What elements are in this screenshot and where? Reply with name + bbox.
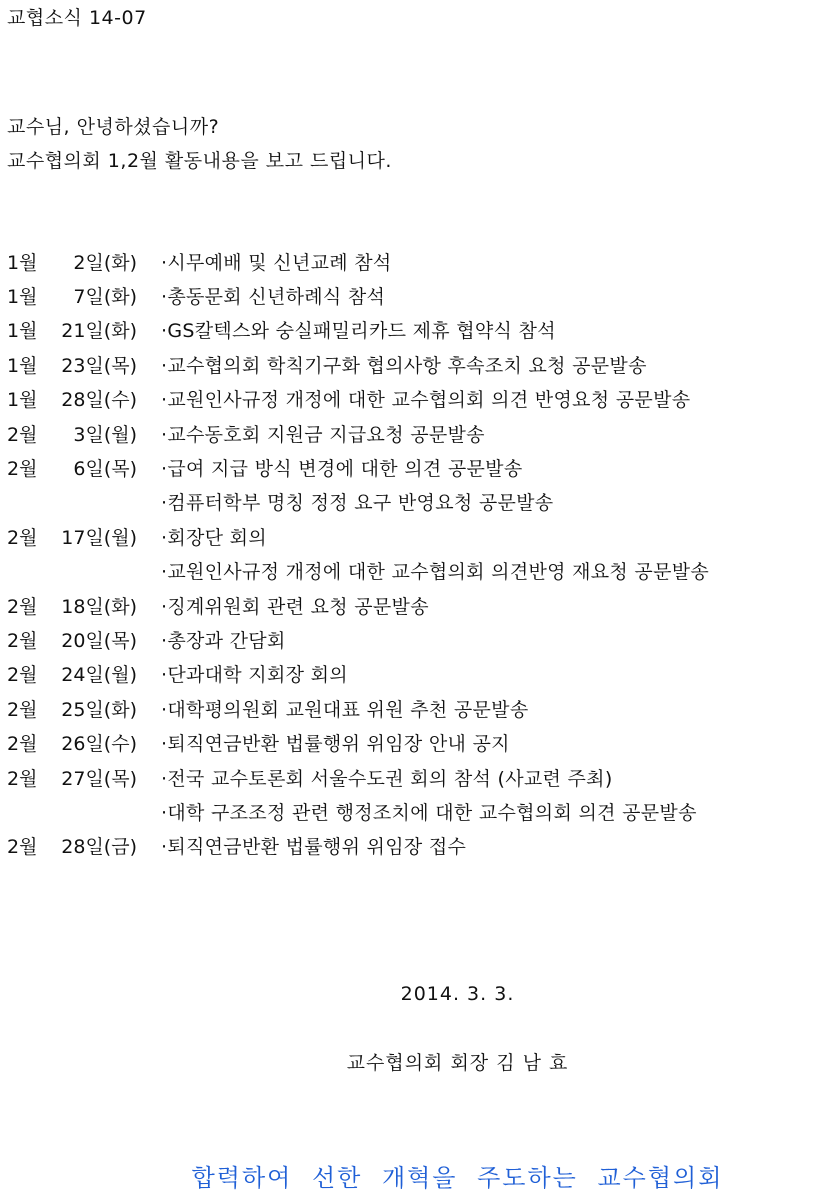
activity-text: ·GS칼텍스와 숭실패밀리카드 제휴 협약식 참석 [161,320,556,343]
activity-row [7,554,832,588]
greeting-line: 교수님, 안녕하셨습니까? [7,116,220,138]
activity-row [7,519,832,553]
activity-day: 21일(화) [61,320,137,343]
activity-text: ·대학평의원회 교원대표 위원 추천 공문발송 [161,698,529,721]
activity-text: ·회장단 회의 [161,526,267,549]
activity-row [7,829,832,863]
activity-day: 6일(목) [73,458,137,481]
activity-day: 28일(금) [61,836,137,859]
activity-date [7,420,161,447]
activity-text: ·교원인사규정 개정에 대한 교수협의회 의견반영 재요청 공문발송 [161,561,710,584]
activity-text: ·총동문회 신년하례식 참석 [161,286,386,309]
activity-date [7,454,161,481]
activity-date [7,523,161,550]
activity-text: ·급여 지급 방식 변경에 대한 의견 공문발송 [161,458,523,481]
activity-month: 1월 [7,354,38,377]
activity-month: 2월 [7,629,38,652]
activity-month: 1월 [7,286,38,309]
activity-month: 2월 [7,836,38,859]
activity-row [7,278,832,312]
activity-text: ·퇴직연금반환 법률행위 위임장 안내 공지 [161,733,510,756]
activity-row [7,313,832,347]
activity-row [7,347,832,381]
activity-date [7,660,161,687]
activity-row [7,657,832,691]
activity-month: 1월 [7,320,38,343]
activity-date [7,351,161,378]
activity-text: ·교수동호회 지원금 지급요청 공문발송 [161,423,485,446]
activity-date [7,385,161,412]
activity-date [7,764,161,791]
activity-month: 2월 [7,767,38,790]
activity-row [7,725,832,759]
activity-day: 2일(화) [73,251,137,274]
activity-text: ·징계위원회 관련 요청 공문발송 [161,595,429,618]
activity-text: ·컴퓨터학부 명칭 정정 요구 반영요청 공문발송 [161,492,554,515]
activity-month: 1월 [7,389,38,412]
activity-row [7,588,832,622]
activity-text: ·전국 교수토론회 서울수도권 회의 참석 (사교련 주최) [161,767,613,790]
activity-day: 26일(수) [61,733,137,756]
activity-date [7,832,161,859]
activity-date [7,626,161,653]
activity-day: 24일(월) [61,664,137,687]
activity-month: 2월 [7,526,38,549]
slogan: 합력하여 선한 개혁을 주도하는 교수협의회 [191,1164,724,1192]
activity-list [7,244,832,863]
activity-row [7,691,832,725]
report-date: 2014. 3. 3. [400,983,515,1005]
activity-day: 20일(목) [61,629,137,652]
activity-text: ·대학 구조조정 관련 행정조치에 대한 교수협의회 의견 공문발송 [161,801,697,824]
activity-row [7,622,832,656]
activity-month: 2월 [7,423,38,446]
activity-day: 28일(수) [61,389,137,412]
activity-month: 1월 [7,251,38,274]
activity-row [7,416,832,450]
activity-date [7,695,161,722]
activity-day: 3일(월) [73,423,137,446]
activity-row [7,760,832,794]
activity-day: 17일(월) [61,526,137,549]
signature-line: 교수협의회 회장 김 남 효 [346,1052,569,1074]
activity-text: ·교원인사규정 개정에 대한 교수협의회 의견 반영요청 공문발송 [161,389,691,412]
activity-row [7,794,832,828]
activity-month: 2월 [7,458,38,481]
activity-month: 2월 [7,664,38,687]
activity-date [7,282,161,309]
activity-date [7,316,161,343]
newsletter-title: 교협소식 14-07 [7,7,147,29]
activity-text: ·시무예배 및 신년교례 참석 [161,251,392,274]
activity-text: ·단과대학 지회장 회의 [161,664,348,687]
activity-row [7,244,832,278]
activity-date [7,729,161,756]
activity-day: 25일(화) [61,698,137,721]
activity-month: 2월 [7,733,38,756]
activity-row [7,485,832,519]
intro-line: 교수협의회 1,2월 활동내용을 보고 드립니다. [7,150,392,172]
activity-text: ·교수협의회 학칙기구화 협의사항 후속조치 요청 공문발송 [161,354,647,377]
greeting-block [7,110,392,178]
activity-date [7,592,161,619]
activity-text: ·총장과 간담회 [161,629,286,652]
activity-day: 27일(목) [61,767,137,790]
activity-row [7,382,832,416]
activity-month: 2월 [7,595,38,618]
activity-date [7,248,161,275]
activity-day: 7일(화) [73,286,137,309]
activity-row [7,450,832,484]
activity-day: 18일(화) [61,595,137,618]
activity-text: ·퇴직연금반환 법률행위 위임장 접수 [161,836,467,859]
activity-month: 2월 [7,698,38,721]
activity-day: 23일(목) [61,354,137,377]
